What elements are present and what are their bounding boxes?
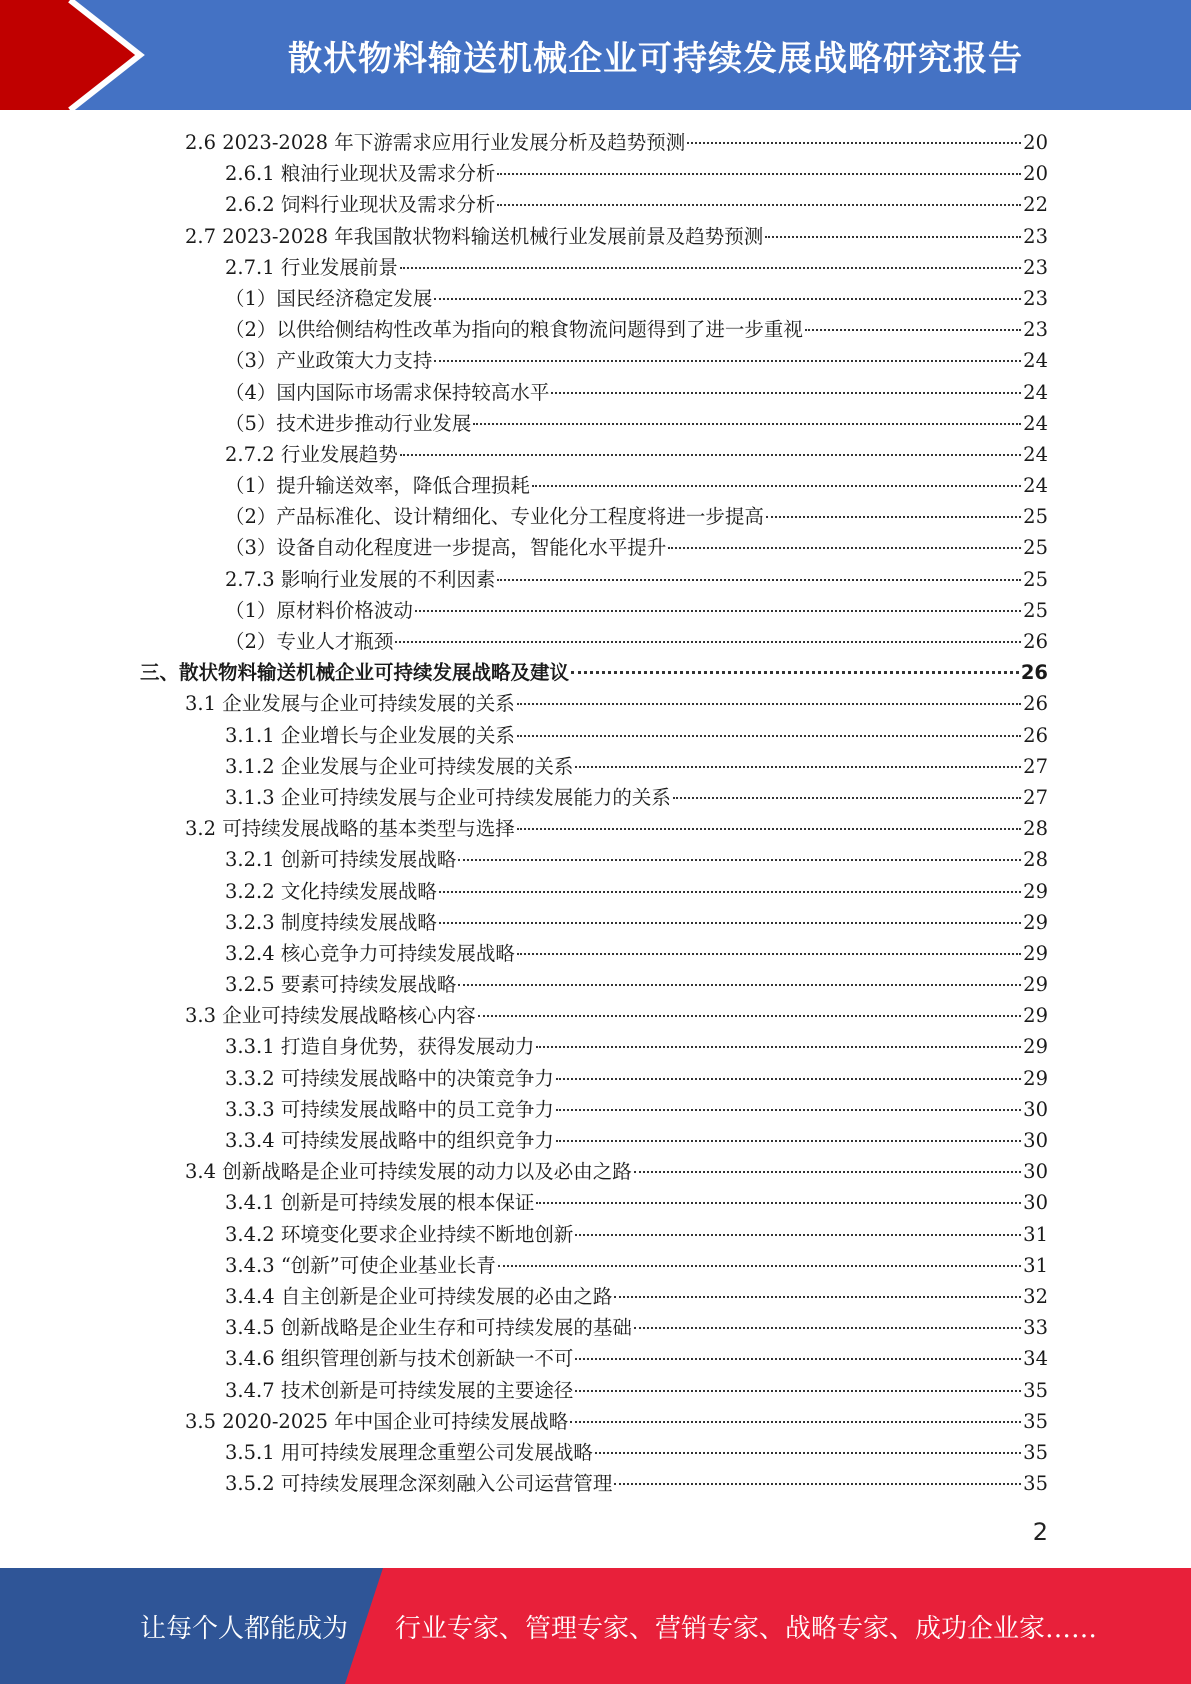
toc-entry[interactable] <box>140 377 1048 408</box>
toc-leader-dots <box>473 423 1021 425</box>
toc-leader-dots <box>439 922 1021 924</box>
toc-entry[interactable] <box>140 1094 1048 1125</box>
toc-entry-label: 3.4.7 技术创新是可持续发展的主要途径 <box>225 1378 574 1402</box>
page-number: 2 <box>1032 1518 1048 1546</box>
toc-entry[interactable] <box>140 252 1048 283</box>
footer-slogan-left: 让每个人都能成为 <box>140 1613 349 1644</box>
toc-entry-label: 3.1 企业发展与企业可持续发展的关系 <box>185 692 515 716</box>
toc-entry-page: 24 <box>1023 474 1048 498</box>
toc-entry[interactable] <box>140 408 1048 439</box>
toc-leader-dots <box>400 267 1021 269</box>
toc-entry-label: 3.5.2 可持续发展理念深刻融入公司运营管理 <box>225 1472 613 1496</box>
toc-entry[interactable] <box>140 1187 1048 1218</box>
toc-entry-label: 3.2.4 核心竞争力可持续发展战略 <box>225 941 515 965</box>
toc-entry-page: 30 <box>1023 1160 1048 1184</box>
toc-entry-page: 26 <box>1020 661 1048 685</box>
toc-entry-label: 3.2.1 创新可持续发展战略 <box>225 848 457 872</box>
toc-leader-dots <box>634 1327 1021 1329</box>
toc-entry-label: （1）国民经济稳定发展 <box>225 286 433 310</box>
toc-entry-label: （3）设备自动化程度进一步提高，智能化水平提升 <box>225 536 667 560</box>
toc-entry-page: 25 <box>1023 598 1048 622</box>
toc-entry-page: 24 <box>1023 380 1048 404</box>
toc-entry[interactable] <box>140 1437 1048 1468</box>
toc-entry-page: 29 <box>1023 1066 1048 1090</box>
toc-entry[interactable] <box>140 907 1048 938</box>
toc-entry-label: （1）原材料价格波动 <box>225 598 413 622</box>
toc-entry-label: 3.2 可持续发展战略的基本类型与选择 <box>185 817 515 841</box>
toc-entry-label: 2.7.3 影响行业发展的不利因素 <box>225 567 496 591</box>
toc-entry[interactable] <box>140 1468 1048 1499</box>
toc-leader-dots <box>517 828 1021 830</box>
toc-leader-dots <box>517 735 1021 737</box>
toc-entry-label: （3）产业政策大力支持 <box>225 349 433 373</box>
toc-entry-label: 2.7 2023-2028 年我国散状物料输送机械行业发展前景及趋势预测 <box>185 224 764 248</box>
toc-entry[interactable] <box>140 1312 1048 1343</box>
toc-entry-label: （4）国内国际市场需求保持较高水平 <box>225 380 550 404</box>
toc-entry[interactable] <box>140 221 1048 252</box>
toc-entry-label: 3.1.3 企业可持续发展与企业可持续发展能力的关系 <box>225 785 671 809</box>
toc-entry-label: 3.4.6 组织管理创新与技术创新缺一不可 <box>225 1347 574 1371</box>
toc-entry-page: 26 <box>1023 692 1048 716</box>
toc-leader-dots <box>575 1358 1021 1360</box>
toc-entry-page: 27 <box>1023 754 1048 778</box>
page-footer <box>0 1568 1191 1684</box>
toc-entry[interactable] <box>140 657 1048 688</box>
toc-entry-page: 23 <box>1023 318 1048 342</box>
toc-entry[interactable] <box>140 688 1048 719</box>
toc-leader-dots <box>687 142 1021 144</box>
toc-entry-label: 2.7.2 行业发展趋势 <box>225 442 398 466</box>
toc-entry[interactable] <box>140 1125 1048 1156</box>
toc-leader-dots <box>458 984 1021 986</box>
toc-entry[interactable] <box>140 1281 1048 1312</box>
toc-leader-dots <box>805 329 1021 331</box>
toc-entry-page: 29 <box>1023 941 1048 965</box>
toc-entry-label: 3.3 企业可持续发展战略核心内容 <box>185 1004 476 1028</box>
toc-entry-label: 3.3.2 可持续发展战略中的决策竞争力 <box>225 1066 554 1090</box>
toc-entry-page: 25 <box>1023 567 1048 591</box>
toc-entry[interactable] <box>140 314 1048 345</box>
toc-entry-label: 3.5 2020-2025 年中国企业可持续发展战略 <box>185 1409 569 1433</box>
toc-entry-page: 29 <box>1023 910 1048 934</box>
toc-entry-page: 35 <box>1023 1472 1048 1496</box>
toc-entry-page: 22 <box>1023 193 1048 217</box>
toc-entry[interactable] <box>140 1406 1048 1437</box>
toc-leader-dots <box>556 1109 1021 1111</box>
toc-leader-dots <box>673 797 1021 799</box>
toc-entry-label: 3.4.2 环境变化要求企业持续不断地创新 <box>225 1222 574 1246</box>
toc-leader-dots <box>766 516 1021 518</box>
toc-entry-label: 3.4.1 创新是可持续发展的根本保证 <box>225 1191 535 1215</box>
toc-entry-label: （2）产品标准化、设计精细化、专业化分工程度将进一步提高 <box>225 505 764 529</box>
toc-entry-page: 35 <box>1023 1378 1048 1402</box>
toc-entry-label: 3.5.1 用可持续发展理念重塑公司发展战略 <box>225 1440 593 1464</box>
toc-entry-label: 3.2.3 制度持续发展战略 <box>225 910 437 934</box>
toc-entry-page: 20 <box>1023 131 1048 154</box>
table-of-contents <box>140 127 1048 1499</box>
toc-entry[interactable] <box>140 501 1048 532</box>
toc-entry-page: 35 <box>1023 1440 1048 1464</box>
toc-entry[interactable] <box>140 283 1048 314</box>
toc-leader-dots <box>395 641 1021 643</box>
toc-leader-dots <box>439 891 1021 893</box>
toc-leader-dots <box>532 485 1021 487</box>
toc-entry-label: 3.3.1 打造自身优势，获得发展动力 <box>225 1035 535 1059</box>
toc-leader-dots <box>536 1046 1021 1048</box>
toc-entry-page: 34 <box>1023 1347 1048 1371</box>
toc-leader-dots <box>434 360 1021 362</box>
toc-entry[interactable] <box>140 1156 1048 1187</box>
toc-entry-page: 33 <box>1023 1316 1048 1340</box>
toc-entry[interactable] <box>140 720 1048 751</box>
toc-entry[interactable] <box>140 1031 1048 1062</box>
toc-entry-page: 30 <box>1023 1129 1048 1152</box>
toc-leader-dots <box>551 392 1021 394</box>
toc-entry-label: 3.3.3 可持续发展战略中的员工竞争力 <box>225 1097 554 1121</box>
toc-entry-page: 26 <box>1023 630 1048 653</box>
toc-entry[interactable] <box>140 626 1048 657</box>
report-title: 散状物料输送机械企业可持续发展战略研究报告 <box>288 38 1023 79</box>
toc-entry-label: 2.6.2 饲料行业现状及需求分析 <box>225 193 496 217</box>
toc-leader-dots <box>536 1202 1021 1204</box>
toc-entry-label: 3.1.1 企业增长与企业发展的关系 <box>225 723 515 747</box>
toc-leader-dots <box>614 1296 1021 1298</box>
toc-entry-page: 28 <box>1023 817 1048 841</box>
toc-entry[interactable] <box>140 969 1048 1000</box>
toc-entry-page: 32 <box>1023 1284 1048 1308</box>
toc-entry-page: 30 <box>1023 1097 1048 1121</box>
toc-entry[interactable] <box>140 439 1048 470</box>
toc-entry-page: 25 <box>1023 536 1048 560</box>
toc-entry-label: 3.4.4 自主创新是企业可持续发展的必由之路 <box>225 1284 613 1308</box>
toc-entry-page: 27 <box>1023 785 1048 809</box>
toc-entry[interactable] <box>140 1063 1048 1094</box>
toc-leader-dots <box>571 671 1019 674</box>
toc-entry[interactable] <box>140 751 1048 782</box>
toc-entry-label: （2）专业人才瓶颈 <box>225 630 394 653</box>
toc-leader-dots <box>497 173 1021 175</box>
toc-entry[interactable] <box>140 158 1048 189</box>
toc-leader-dots <box>556 1078 1021 1080</box>
toc-entry[interactable] <box>140 1250 1048 1281</box>
toc-entry-label: （1）提升输送效率，降低合理损耗 <box>225 474 530 498</box>
toc-leader-dots <box>668 547 1021 549</box>
toc-entry[interactable] <box>140 470 1048 501</box>
toc-entry-label: 2.6.1 粮油行业现状及需求分析 <box>225 162 496 186</box>
toc-entry-page: 26 <box>1023 723 1048 747</box>
toc-leader-dots <box>575 766 1021 768</box>
toc-entry-page: 25 <box>1023 505 1048 529</box>
toc-leader-dots <box>575 1390 1021 1392</box>
toc-entry-label: 3.3.4 可持续发展战略中的组织竞争力 <box>225 1129 554 1152</box>
toc-leader-dots <box>497 204 1021 206</box>
toc-leader-dots <box>570 1421 1021 1423</box>
toc-entry[interactable] <box>140 782 1048 813</box>
toc-entry[interactable] <box>140 813 1048 844</box>
toc-leader-dots <box>556 1140 1021 1142</box>
toc-leader-dots <box>415 610 1021 612</box>
toc-leader-dots <box>634 1171 1021 1173</box>
toc-entry-page: 23 <box>1023 255 1048 279</box>
footer-slogan-right: 行业专家、管理专家、营销专家、战略专家、成功企业家…… <box>395 1613 1098 1644</box>
toc-entry-label: （2）以供给侧结构性改革为指向的粮食物流问题得到了进一步重视 <box>225 318 803 342</box>
toc-entry-page: 29 <box>1023 973 1048 997</box>
toc-leader-dots <box>498 1265 1021 1267</box>
toc-entry[interactable] <box>140 345 1048 376</box>
toc-entry[interactable] <box>140 844 1048 875</box>
toc-entry-page: 35 <box>1023 1409 1048 1433</box>
toc-leader-dots <box>400 454 1021 456</box>
toc-leader-dots <box>517 953 1021 955</box>
toc-entry-page: 23 <box>1023 224 1048 248</box>
toc-leader-dots <box>575 1234 1021 1236</box>
toc-entry[interactable] <box>140 564 1048 595</box>
toc-entry-page: 29 <box>1023 1035 1048 1059</box>
toc-leader-dots <box>478 1015 1021 1017</box>
page-header <box>0 0 1191 110</box>
toc-entry-page: 24 <box>1023 349 1048 373</box>
toc-leader-dots <box>434 298 1021 300</box>
toc-entry-page: 24 <box>1023 442 1048 466</box>
toc-leader-dots <box>517 703 1021 705</box>
toc-leader-dots <box>614 1483 1021 1485</box>
toc-leader-dots <box>595 1452 1021 1454</box>
toc-entry-label: 3.4.5 创新战略是企业生存和可持续发展的基础 <box>225 1316 632 1340</box>
toc-entry-page: 29 <box>1023 1004 1048 1028</box>
toc-entry[interactable] <box>140 876 1048 907</box>
toc-entry-label: 3.2.5 要素可持续发展战略 <box>225 973 457 997</box>
toc-entry[interactable] <box>140 595 1048 626</box>
toc-entry-page: 30 <box>1023 1191 1048 1215</box>
toc-entry-page: 31 <box>1023 1253 1048 1277</box>
toc-entry[interactable] <box>140 1219 1048 1250</box>
toc-entry-label: 3.1.2 企业发展与企业可持续发展的关系 <box>225 754 574 778</box>
toc-entry[interactable] <box>140 1000 1048 1031</box>
toc-entry-page: 23 <box>1023 286 1048 310</box>
toc-entry-label: 三、散状物料输送机械企业可持续发展战略及建议 <box>140 661 570 685</box>
toc-entry[interactable] <box>140 938 1048 969</box>
toc-entry-page: 24 <box>1023 411 1048 435</box>
toc-entry-page: 29 <box>1023 879 1048 903</box>
toc-leader-dots <box>497 579 1021 581</box>
toc-leader-dots <box>458 859 1021 861</box>
toc-entry[interactable] <box>140 189 1048 220</box>
toc-entry-page: 20 <box>1023 162 1048 186</box>
toc-entry[interactable] <box>140 1375 1048 1406</box>
toc-entry-label: 2.7.1 行业发展前景 <box>225 255 398 279</box>
toc-entry-label: 3.2.2 文化持续发展战略 <box>225 879 437 903</box>
toc-entry-label: （5）技术进步推动行业发展 <box>225 411 472 435</box>
toc-entry-label: 3.4 创新战略是企业可持续发展的动力以及必由之路 <box>185 1160 632 1184</box>
toc-leader-dots <box>765 236 1021 238</box>
toc-entry-page: 28 <box>1023 848 1048 872</box>
toc-entry[interactable] <box>140 532 1048 563</box>
toc-entry-page: 31 <box>1023 1222 1048 1246</box>
toc-entry-label: 3.4.3 “创新”可使企业基业长青 <box>225 1253 496 1277</box>
toc-entry-label: 2.6 2023-2028 年下游需求应用行业发展分析及趋势预测 <box>185 131 686 154</box>
toc-entry[interactable] <box>140 127 1048 158</box>
toc-entry[interactable] <box>140 1343 1048 1374</box>
